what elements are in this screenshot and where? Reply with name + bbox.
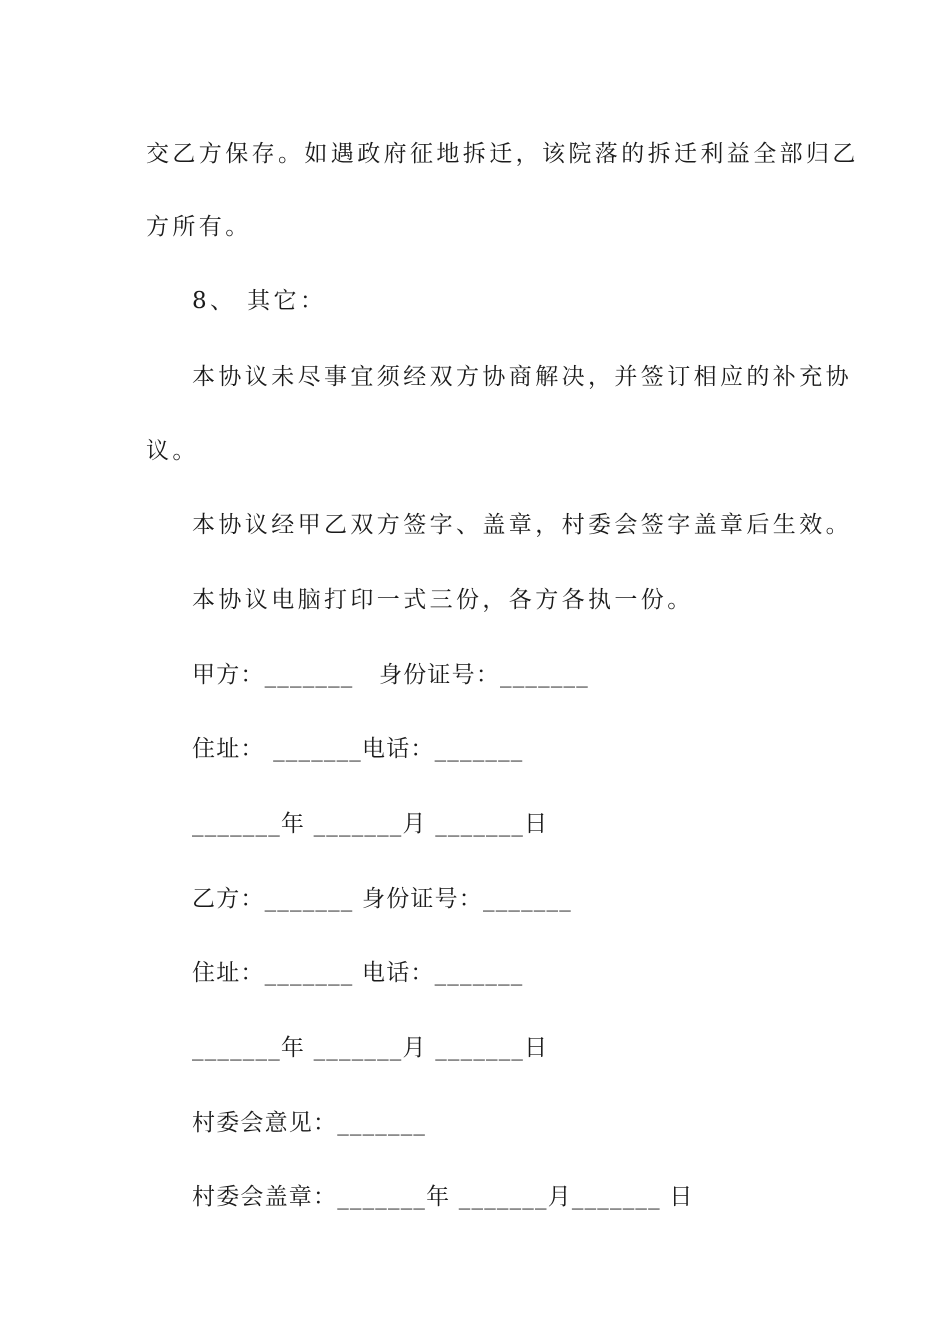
party-a-address-phone: 住址： _______电话：_______ [192,736,524,762]
paragraph-line-1: 交乙方保存。如遇政府征地拆迁，该院落的拆迁利益全部归乙 [146,141,859,167]
party-b-address-phone: 住址：_______ 电话：_______ [192,960,524,986]
party-b-date: _______年 _______月 _______日 [192,1035,549,1061]
paragraph-line-5: 本协议经甲乙双方签字、盖章，村委会签字盖章后生效。 [192,512,852,538]
paragraph-line-3: 本协议未尽事宜须经双方协商解决，并签订相应的补充协 [192,364,852,390]
paragraph-line-4: 议。 [146,438,199,464]
paragraph-line-6: 本协议电脑打印一式三份，各方各执一份。 [192,587,694,613]
party-a-date: _______年 _______月 _______日 [192,811,549,837]
village-committee-seal-date: 村委会盖章：_______年 _______月_______ 日 [192,1184,694,1210]
village-committee-opinion: 村委会意见：_______ [192,1110,427,1136]
paragraph-line-2: 方所有。 [146,214,252,240]
party-a-name-id: 甲方：_______ 身份证号：_______ [192,662,589,688]
party-b-name-id: 乙方：_______ 身份证号：_______ [192,886,572,912]
section-heading-other: 8、 其它： [192,288,327,314]
